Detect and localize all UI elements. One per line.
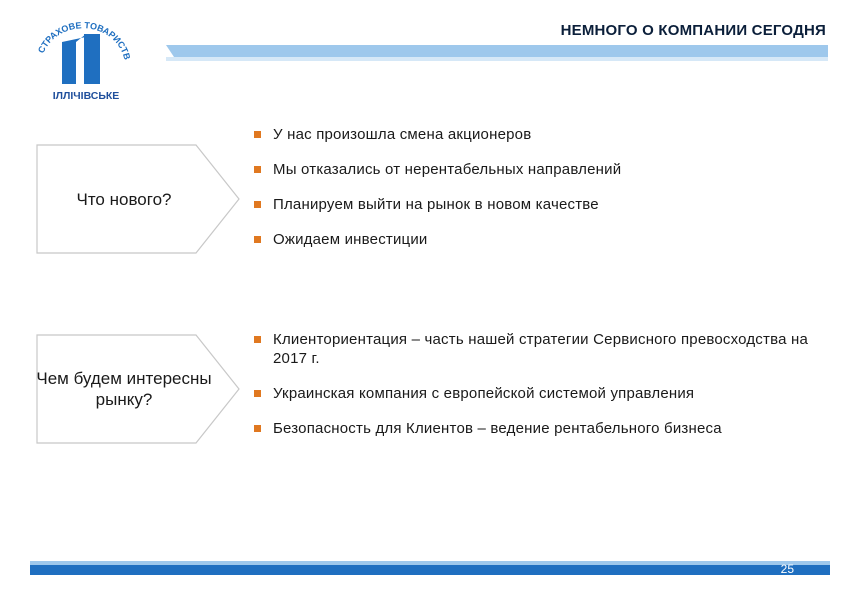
bullet-list-whats-new — [253, 125, 621, 265]
square-bullet-icon — [254, 131, 261, 138]
logo-wordmark: ІЛЛІЧІВСЬКЕ — [52, 90, 120, 102]
callout-whats-new — [36, 144, 240, 254]
page-title: НЕМНОГО О КОМПАНИИ СЕГОДНЯ — [560, 22, 826, 39]
square-bullet-icon — [254, 336, 261, 343]
footer-accent-bar — [30, 561, 830, 575]
list-item: У нас произошла смена акционеров — [253, 125, 621, 144]
company-logo-icon — [28, 14, 140, 104]
list-item: Ожидаем инвестиции — [253, 230, 621, 249]
list-item: Планируем выйти на рынок в новом качестве — [253, 195, 621, 214]
title-accent-bar — [166, 43, 828, 63]
square-bullet-icon — [254, 166, 261, 173]
bullet-list-market-interest — [253, 330, 813, 454]
list-item: Мы отказались от нерентабельных направлений — [253, 160, 621, 179]
callout-market-interest — [36, 334, 240, 444]
square-bullet-icon — [254, 201, 261, 208]
square-bullet-icon — [254, 236, 261, 243]
square-bullet-icon — [254, 425, 261, 432]
callout-label: Чем будем интересны рынку? — [36, 369, 212, 409]
company-logo — [28, 14, 140, 104]
logo-arc-text: СТРАХОВЕ ТОВАРИСТВ — [35, 20, 133, 61]
list-item: Безопасность для Клиентов – ведение рентабельного бизнеса — [253, 419, 813, 438]
page-number: 25 — [780, 562, 794, 576]
list-item: Клиенториентация – часть нашей стратегии Сервисного превосходства на 2017 г. — [253, 330, 813, 368]
square-bullet-icon — [254, 390, 261, 397]
callout-label: Что нового? — [76, 189, 172, 209]
list-item: Украинская компания с европейской системой управления — [253, 384, 813, 403]
